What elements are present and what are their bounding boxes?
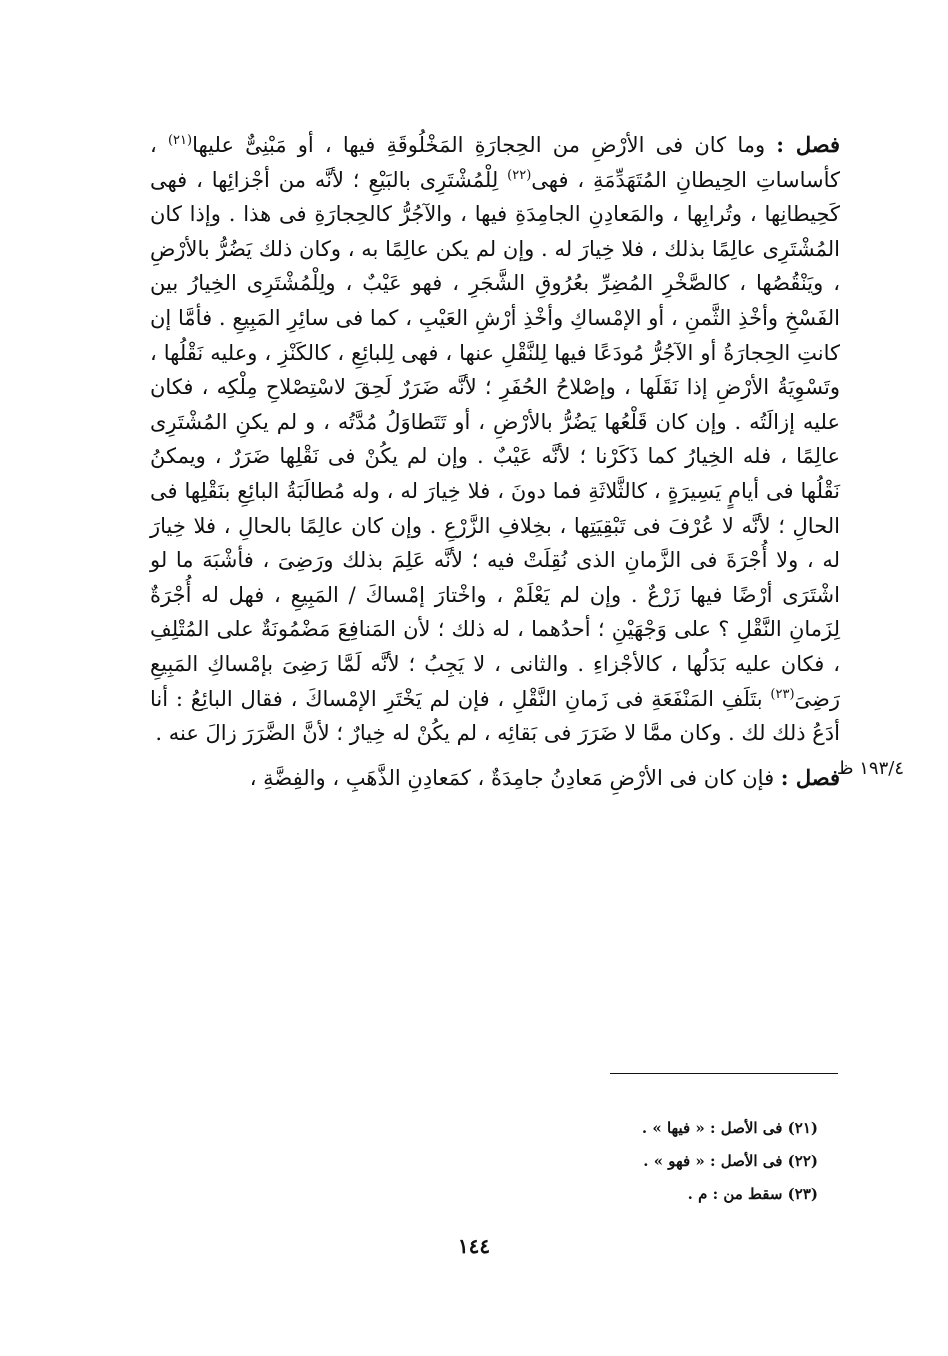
footnote-21: (٢١) فى الأصل : « فيها » . [641, 1119, 818, 1137]
footnote-23: (٢٣) سقط من : م . [687, 1185, 818, 1203]
section-heading: فصل : [776, 132, 841, 157]
paragraph-fasl-stones [150, 128, 840, 751]
text-segment: بتَلَفِ المَنْفَعَةِ فى زَمانِ النَّقْلِ ، فإن لم يَخْتَرِ الإمْساكَ ، فقال البائِعُ : أنا أدَعُ ذلك لك . وكان ممَّا لا ضَرَرَ فى بَقائِه ، لم يكُنْ له خِيارٌ ؛ لأنَّ الضَّرَرَ زالَ عنه . [150, 686, 840, 746]
footnote-ref-23: (٢٣) [770, 686, 795, 702]
footnote-ref-22: (٢٢) [507, 167, 532, 183]
paragraph-fasl-minerals [150, 761, 840, 796]
footnotes [500, 1112, 818, 1211]
footnote-separator [610, 1073, 838, 1074]
footnote-22: (٢٢) فى الأصل : « فهو » . [643, 1152, 818, 1170]
footnote-ref-21: (٢١) [167, 133, 193, 148]
margin-folio-reference: ١٩٣/٤ ظ [836, 758, 904, 779]
section-heading: فصل : [780, 764, 840, 790]
page-number: ١٤٤ [457, 1234, 491, 1258]
text-segment: فإن كان فى الأرْضِ مَعادِنُ جامِدَةٌ ، كمَعادِنِ الذَّهَبِ ، والفِضَّةِ ، [249, 765, 781, 790]
text-segment: لِلْمُشْتَرِى بالبَيْعِ ؛ لأنَّه من أجْزائِها ، فهى كَحِيطانِها ، وتُرابِها ، والمَعادِنِ الجامِدَةِ فيها ، والآجُرُّ كالحِجارَةِ فى هذا . وإذا كان المُشْتَرِى عالِمًا بذلك ، فلا خِيارَ له . وإن لم يكن عالِمًا به ، وكان ذلك يَضُرُّ بالأرْضِ ، ويَنْقُصُها ، كالصَّخْرِ المُضِرِّ بعُرُوقِ الشَّجَرِ ، فهو عَيْبٌ ، ولِلْمُشْتَرِى الخِيارُ بين الفَسْخِ وأخْذِ الثَّمنِ ، أو الإمْساكِ وأخْذِ أرْشِ العَيْبِ ، كما فى سائِرِ المَبِيعِ . فأمَّا إن كانتِ الحِجارَةُ أو الآجُرُّ مُودَعًا فيها لِلنَّقْلِ عنها ، فهى لِلبائِعِ ، كالكَنْزِ ، وعليه نَقْلُها ، وتَسْوِيَةُ الأرْضِ إذا نَقَلَها ، وإصْلاحُ الحُفَرِ ؛ لأنَّه ضَرَرٌ لَحِقَ لاسْتِصْلاحِ مِلْكِه ، فكان عليه إزالَتُه . وإن كان قَلْعُها يَضُرُّ بالأرْضِ ، أو تَتَطاوَلُ مُدَّتُه ، و لم يكنِ المُشْتَرِى عالِمًا ، فله الخِيارُ كما ذَكَرْنا ؛ لأنَّه عَيْبٌ . وإن لم يكُنْ فى نَقْلِها ضَرَرٌ ، ويمكنُ نَقْلُها فى أيامٍ يَسِيرَةٍ ، كالثَّلاثَةِ فما دونَ ، فلا خِيارَ له ، وله مُطالَبَةُ البائِعِ بنَقْلِها فى الحالِ ؛ لأنَّه لا عُرْفَ فى تَبْقِيَتِها ، بخِلافِ الزَّرْعِ . وإن كان عالِمًا بالحالِ ، فلا خِيارَ له ، ولا أُجْرَةَ فى الزَّمانِ الذى نُقِلَتْ فيه ؛ لأنَّه عَلِمَ بذلك ورَضِىَ ، فأشْبَهَ ما لو اشْتَرَى أرْضًا فيها زَرْعٌ . وإن لم يَعْلَمْ ، واخْتارَ إمْساكَ / المَبِيعِ ، فهل له أُجْرَةٌ لِزَمانِ النَّقْلِ ؟ على وَجْهَيْنِ ؛ أحدُهما ، له ذلك ؛ لأن المَنافِعَ مَضْمُونَةٌ على المُتْلِفِ ، فكان عليه بَدَلُها ، كالأجْزاءِ . والثانى ، لا يَجِبُ ؛ لأنَّه لَمَّا رَضِىَ بإمْساكِ المَبِيعِ رَضِىَ [150, 167, 840, 711]
text-segment: وما كان فى الأرْضِ من الحِجارَةِ المَخْلُوقَةِ فيها ، أو مَبْنِىٌّ عليها [192, 133, 777, 157]
text-segment: ، كأساساتِ الحِيطانِ المُتَهَدِّمَةِ ، فهى [150, 133, 840, 192]
main-text [150, 128, 840, 795]
